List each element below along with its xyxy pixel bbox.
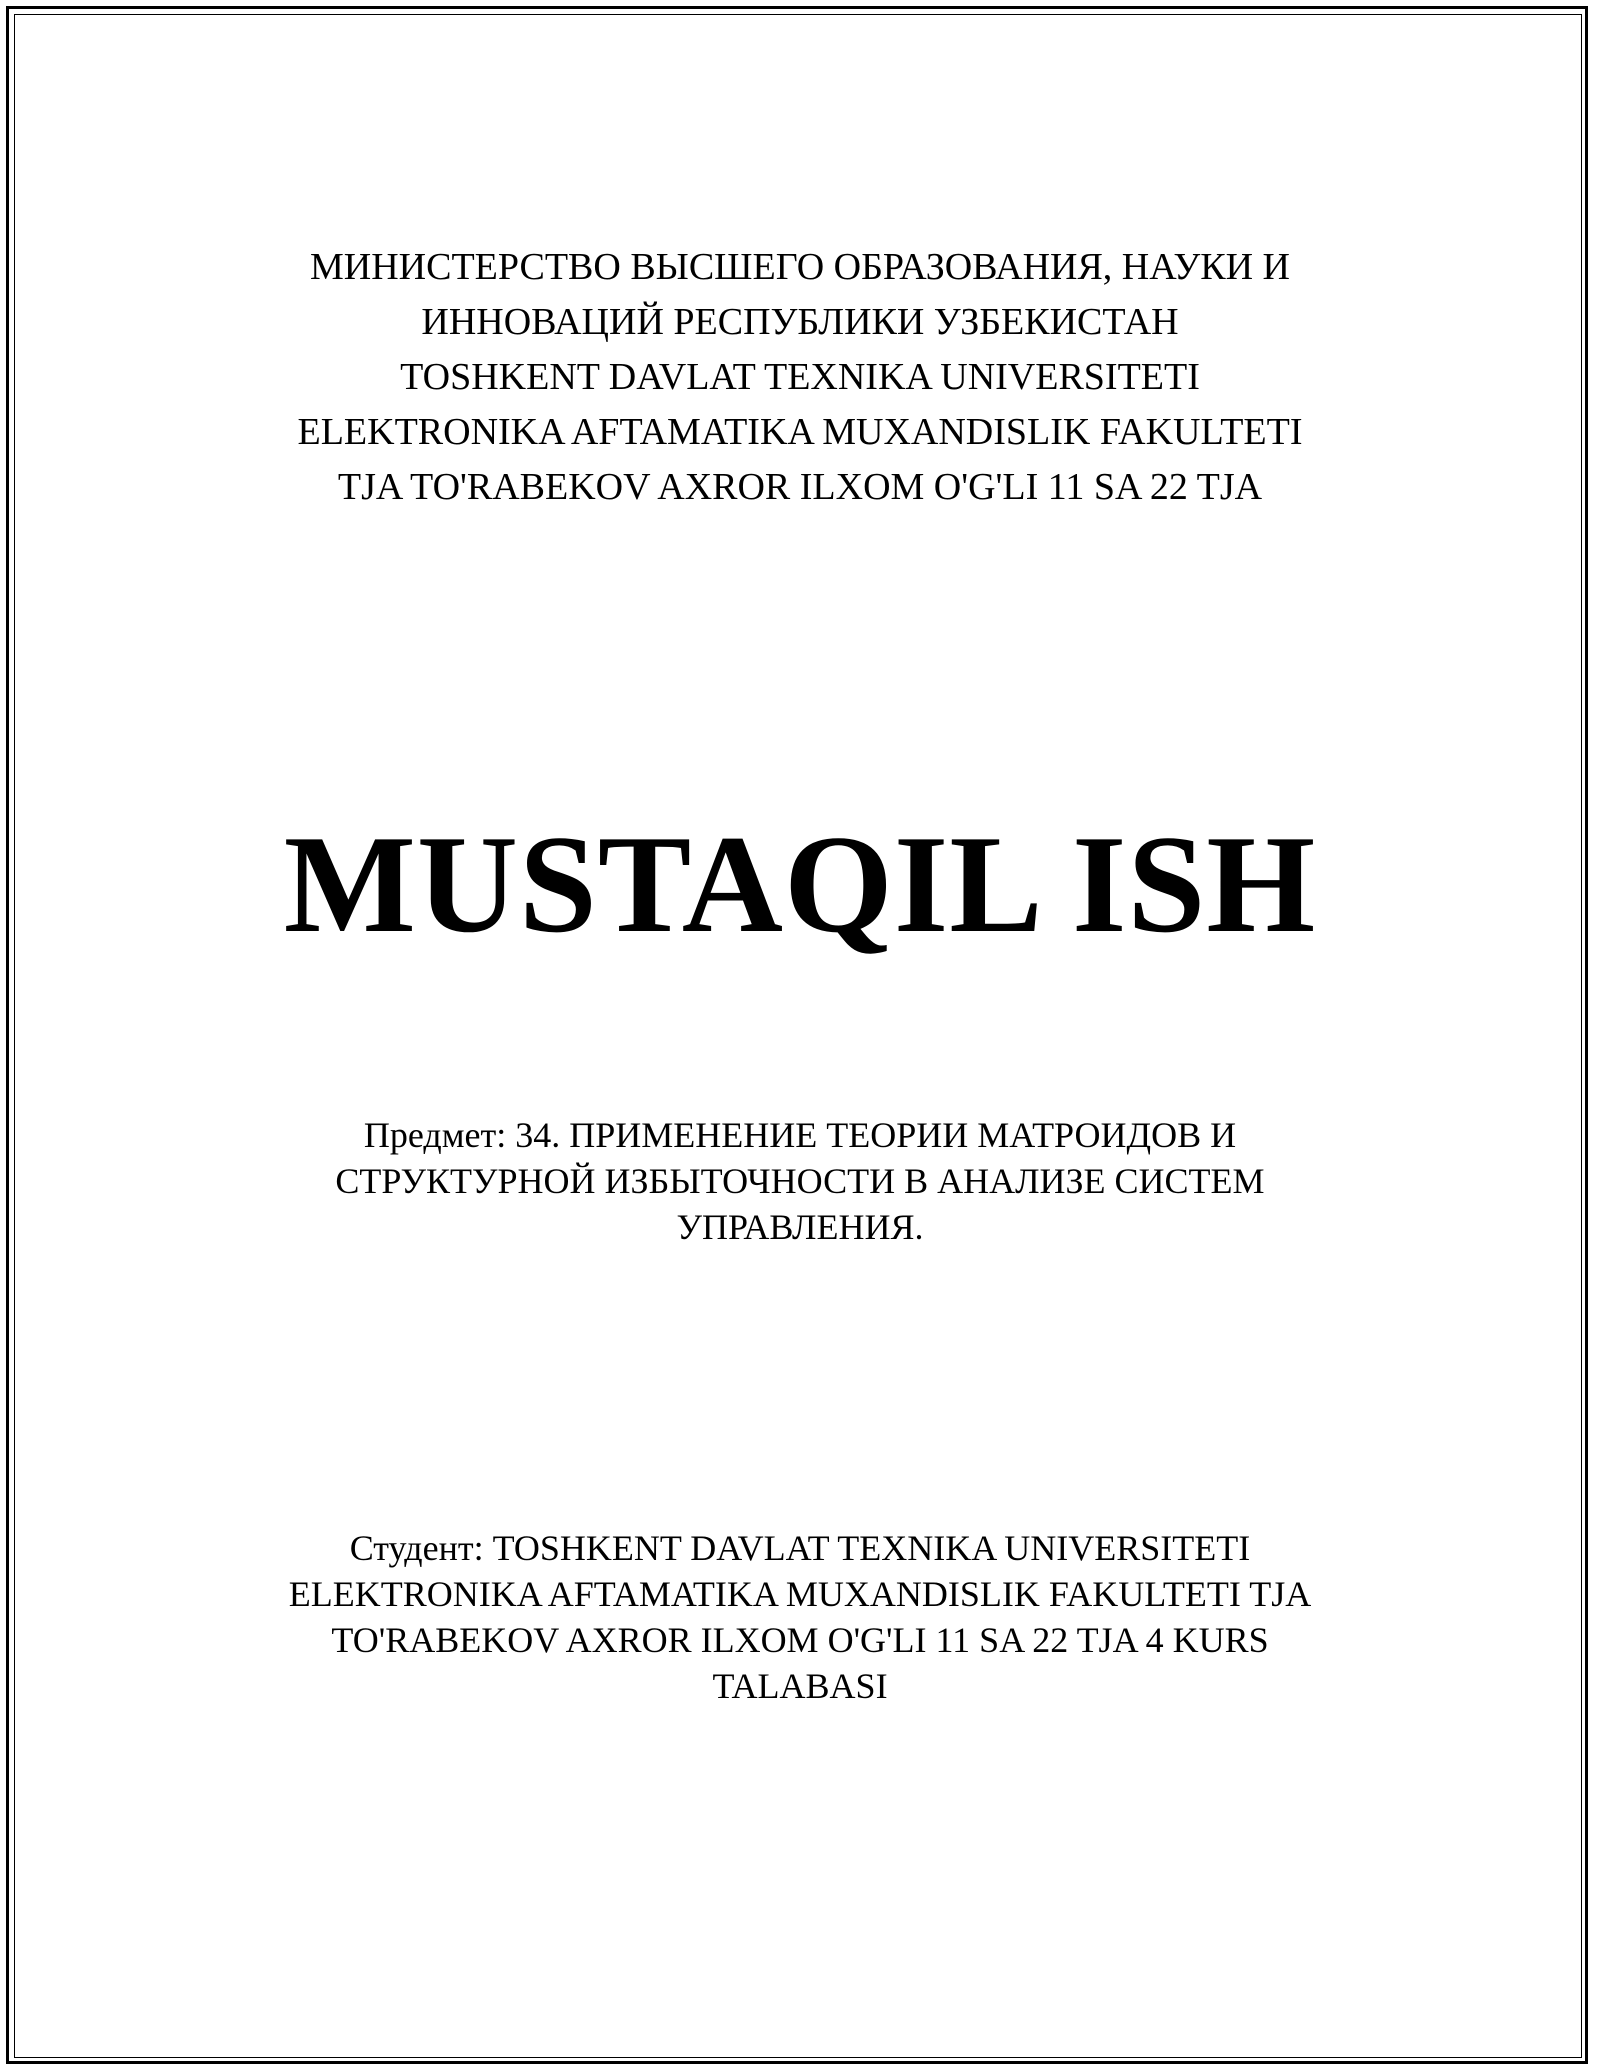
header-block [0, 240, 1600, 515]
header-line-ministry-1: МИНИСТЕРСТВО ВЫСШЕГО ОБРАЗОВАНИЯ, НАУКИ И [310, 246, 1290, 288]
student-text: Студент: TOSHKENT DAVLAT TEXNIKA UNIVERSITETI ELEKTRONIKA AFTAMATIKA MUXANDISLIK FAKULTETI TJA TO'RABEKOV AXROR ILXOM O'G'LI 11 SA 22 TJA 4 KURS TALABASI [288, 1528, 1312, 1706]
header-line-university: TOSHKENT DAVLAT TEXNIKA UNIVERSITETI [400, 356, 1200, 398]
header-line-faculty: ELEKTRONIKA AFTAMATIKA MUXANDISLIK FAKULTETI [297, 411, 1303, 453]
subject-text: Предмет: 34. ПРИМЕНЕНИЕ ТЕОРИИ МАТРОИДОВ И СТРУКТУРНОЙ ИЗБЫТОЧНОСТИ В АНАЛИЗЕ СИСТЕМ УПРАВЛЕНИЯ. [335, 1115, 1265, 1247]
document-title: MUSTAQIL ISH [283, 807, 1317, 962]
header-line-student-group: TJA TO'RABEKOV AXROR ILXOM O'G'LI 11 SA 22 TJA [337, 466, 1263, 508]
header-line-ministry-2: ИННОВАЦИЙ РЕСПУБЛИКИ УЗБЕКИСТАН [421, 301, 1179, 343]
